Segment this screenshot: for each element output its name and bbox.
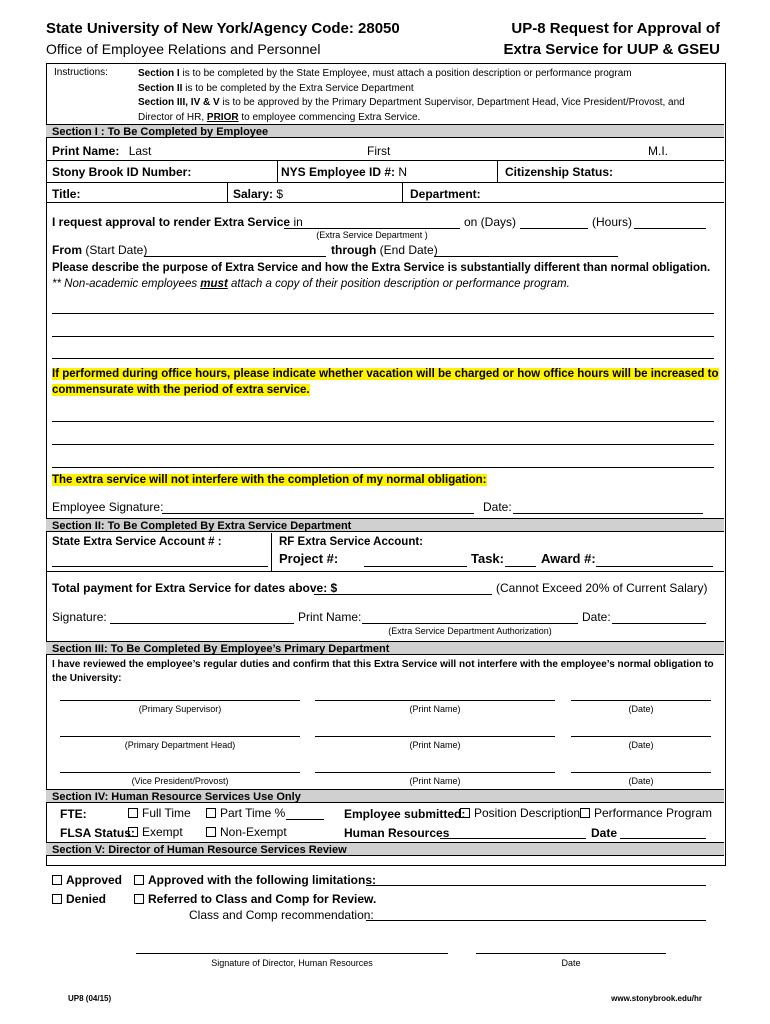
hr-date-field[interactable]: [620, 838, 706, 839]
class-comp-label: Class and Comp recommendation:: [189, 908, 374, 922]
checkbox-icon: [206, 827, 216, 837]
checkbox-icon: [134, 894, 144, 904]
part-time-percent-field[interactable]: [286, 819, 324, 820]
office-hours-question: If performed during office hours, please indicate whether vacation will be charged or how office hours will be increased to commensurate with the period of extra service.: [52, 368, 719, 396]
rf-account-label: RF Extra Service Account:: [279, 536, 424, 548]
from-label: From (Start Date): [52, 243, 148, 257]
dept-auth-caption: (Extra Service Department Authorization): [388, 626, 552, 636]
checkbox-icon: [580, 808, 590, 818]
position-description-checkbox[interactable]: Position Description: [460, 806, 580, 820]
state-account-field[interactable]: [52, 566, 268, 567]
end-date-field[interactable]: [434, 256, 618, 257]
form-title: UP-8 Request for Approval of: [511, 20, 720, 37]
non-exempt-checkbox[interactable]: Non-Exempt: [206, 825, 287, 839]
office-subtitle: Office of Employee Relations and Personnel: [46, 41, 321, 57]
form-subtitle: Extra Service for UUP & GSEU: [503, 41, 720, 58]
denied-checkbox[interactable]: Denied: [52, 892, 106, 906]
vp-provost-caption: (Vice President/Provost): [131, 776, 229, 786]
office-hours-line-3[interactable]: [52, 467, 714, 468]
checkbox-icon: [128, 827, 138, 837]
purpose-line-1[interactable]: [52, 313, 714, 314]
dept-print-name-field[interactable]: [362, 623, 578, 624]
employee-signature-field[interactable]: [162, 513, 474, 514]
section2-header: Section II: To Be Completed By Extra Service Department: [46, 518, 724, 532]
employee-signature-label: Employee Signature:: [52, 500, 164, 514]
section1-header: Section I : To Be Completed by Employee: [46, 124, 724, 138]
performance-program-checkbox[interactable]: Performance Program: [580, 806, 712, 820]
employee-submitted-label: Employee submitted:: [344, 807, 466, 821]
footer-url[interactable]: www.stonybrook.edu/hr: [611, 994, 702, 1003]
purpose-line-2[interactable]: [52, 336, 714, 337]
limitations-field[interactable]: [366, 885, 706, 886]
total-payment-field[interactable]: [314, 594, 492, 595]
extra-dept-caption: (Extra Service Department ): [316, 230, 428, 240]
dept-signature-field[interactable]: [110, 623, 294, 624]
award-label: Award #:: [541, 551, 596, 566]
agency-title: State University of New York/Agency Code: 28050: [46, 20, 400, 37]
task-field[interactable]: [505, 566, 536, 567]
hours-field[interactable]: [634, 228, 706, 229]
employee-date-label: Date:: [483, 500, 512, 514]
checkbox-icon: [206, 808, 216, 818]
sbu-id-label[interactable]: Stony Brook ID Number:: [52, 165, 192, 179]
checkbox-icon: [128, 808, 138, 818]
section3-header: Section III: To Be Completed By Employee’s Primary Department: [46, 641, 724, 655]
office-hours-line-2[interactable]: [52, 444, 714, 445]
supervisor-print-name-field[interactable]: [315, 700, 555, 701]
extra-service-dept-field[interactable]: [284, 228, 460, 229]
full-time-checkbox[interactable]: Full Time: [128, 806, 191, 820]
request-approval-text: I request approval to render Extra Service in: [52, 215, 303, 229]
section3-statement: I have reviewed the employee’s regular duties and confirm that this Extra Service will not interfere with the employee’s normal obligation to the University:: [52, 659, 714, 684]
department-label[interactable]: Department:: [410, 187, 481, 201]
supervisor-date-caption: (Date): [628, 704, 654, 714]
cannot-exceed-note: (Cannot Exceed 20% of Current Salary): [496, 581, 708, 595]
non-academic-note: ** Non-academic employees must attach a copy of their position description or performance program.: [52, 278, 570, 290]
supervisor-print-name-caption: (Print Name): [409, 704, 461, 714]
employee-date-field[interactable]: [513, 513, 703, 514]
task-label: Task:: [471, 551, 504, 566]
checkbox-icon: [460, 808, 470, 818]
describe-purpose: Please describe the purpose of Extra Service and how the Extra Service is substantially different than normal obligation.: [52, 262, 711, 274]
vp-print-name-field[interactable]: [315, 772, 555, 773]
primary-supervisor-field[interactable]: [60, 700, 300, 701]
dept-head-date-caption: (Date): [628, 740, 654, 750]
checkbox-icon: [134, 875, 144, 885]
instructions-text: Section I is to be completed by the State Employee, must attach a position description or performance program Section II is to be completed by the Extra Service Department Section III, IV & V is to be approved by the Primary Department Supervisor, Department Head, Vice President/Provost, and Director of HR, PRIOR to employee commencing Extra Service.: [138, 68, 685, 123]
referred-checkbox[interactable]: Referred to Class and Comp for Review.: [134, 892, 376, 906]
nys-id-row[interactable]: NYS Employee ID #: N: [281, 165, 408, 179]
hr-date-label: Date: [591, 826, 618, 840]
human-resources-label: Human Resources: [344, 826, 450, 840]
first-name-label: First: [367, 144, 391, 158]
project-label: Project #:: [279, 551, 339, 566]
dept-head-date-field[interactable]: [571, 736, 711, 737]
approved-checkbox[interactable]: Approved: [52, 873, 122, 887]
on-days-label: on (Days): [464, 215, 517, 229]
flsa-status-label: FLSA Status:: [60, 826, 135, 840]
dept-head-print-name-caption: (Print Name): [409, 740, 461, 750]
title-label[interactable]: Title:: [52, 187, 81, 201]
exempt-checkbox[interactable]: Exempt: [128, 825, 183, 839]
hours-label: (Hours): [592, 215, 633, 229]
checkbox-icon: [52, 894, 62, 904]
dept-head-caption: (Primary Department Head): [124, 740, 236, 750]
human-resources-field[interactable]: [440, 838, 586, 839]
days-field[interactable]: [520, 228, 588, 229]
total-payment-label: Total payment for Extra Service for dates above: $: [52, 581, 338, 595]
through-label: through (End Date): [331, 243, 438, 257]
state-account-label: State Extra Service Account # :: [52, 536, 222, 548]
primary-supervisor-caption: (Primary Supervisor): [138, 704, 222, 714]
class-comp-field[interactable]: [366, 920, 706, 921]
form-code: UP8 (04/15): [68, 994, 112, 1003]
print-name-row: Print Name: Last: [52, 144, 152, 158]
director-signature-field[interactable]: [136, 953, 448, 954]
dept-signature-label: Signature:: [52, 610, 107, 624]
vp-date-caption: (Date): [628, 776, 654, 786]
salary-row[interactable]: Salary: $: [233, 187, 284, 201]
award-field[interactable]: [596, 566, 713, 567]
approved-limitations-checkbox[interactable]: Approved with the following limitations:: [134, 873, 376, 887]
part-time-checkbox[interactable]: Part Time %: [206, 806, 285, 820]
section4-header: Section IV: Human Resource Services Use Only: [46, 789, 724, 803]
instructions-label: Instructions:: [54, 67, 108, 78]
dept-head-print-name-field[interactable]: [315, 736, 555, 737]
purpose-line-3[interactable]: [52, 358, 714, 359]
checkbox-icon: [52, 875, 62, 885]
vp-print-name-caption: (Print Name): [409, 776, 461, 786]
director-date-caption: Date: [561, 958, 581, 968]
director-date-field[interactable]: [476, 953, 666, 954]
project-field[interactable]: [364, 566, 467, 567]
dept-date-field[interactable]: [612, 623, 706, 624]
supervisor-date-field[interactable]: [571, 700, 711, 701]
dept-head-field[interactable]: [60, 736, 300, 737]
citizenship-label[interactable]: Citizenship Status:: [505, 165, 614, 179]
director-signature-caption: Signature of Director, Human Resources: [211, 958, 373, 968]
vp-provost-field[interactable]: [60, 772, 300, 773]
section5-header: Section V: Director of Human Resource Services Review: [46, 842, 724, 856]
dept-print-name-label: Print Name:: [298, 610, 362, 624]
vp-date-field[interactable]: [571, 772, 711, 773]
dept-date-label: Date:: [582, 610, 611, 624]
office-hours-line-1[interactable]: [52, 421, 714, 422]
mi-label: M.I.: [648, 144, 668, 158]
fte-label: FTE:: [60, 807, 87, 821]
start-date-field[interactable]: [144, 256, 326, 257]
no-interfere-statement: The extra service will not interfere with the completion of my normal obligation:: [52, 474, 487, 486]
